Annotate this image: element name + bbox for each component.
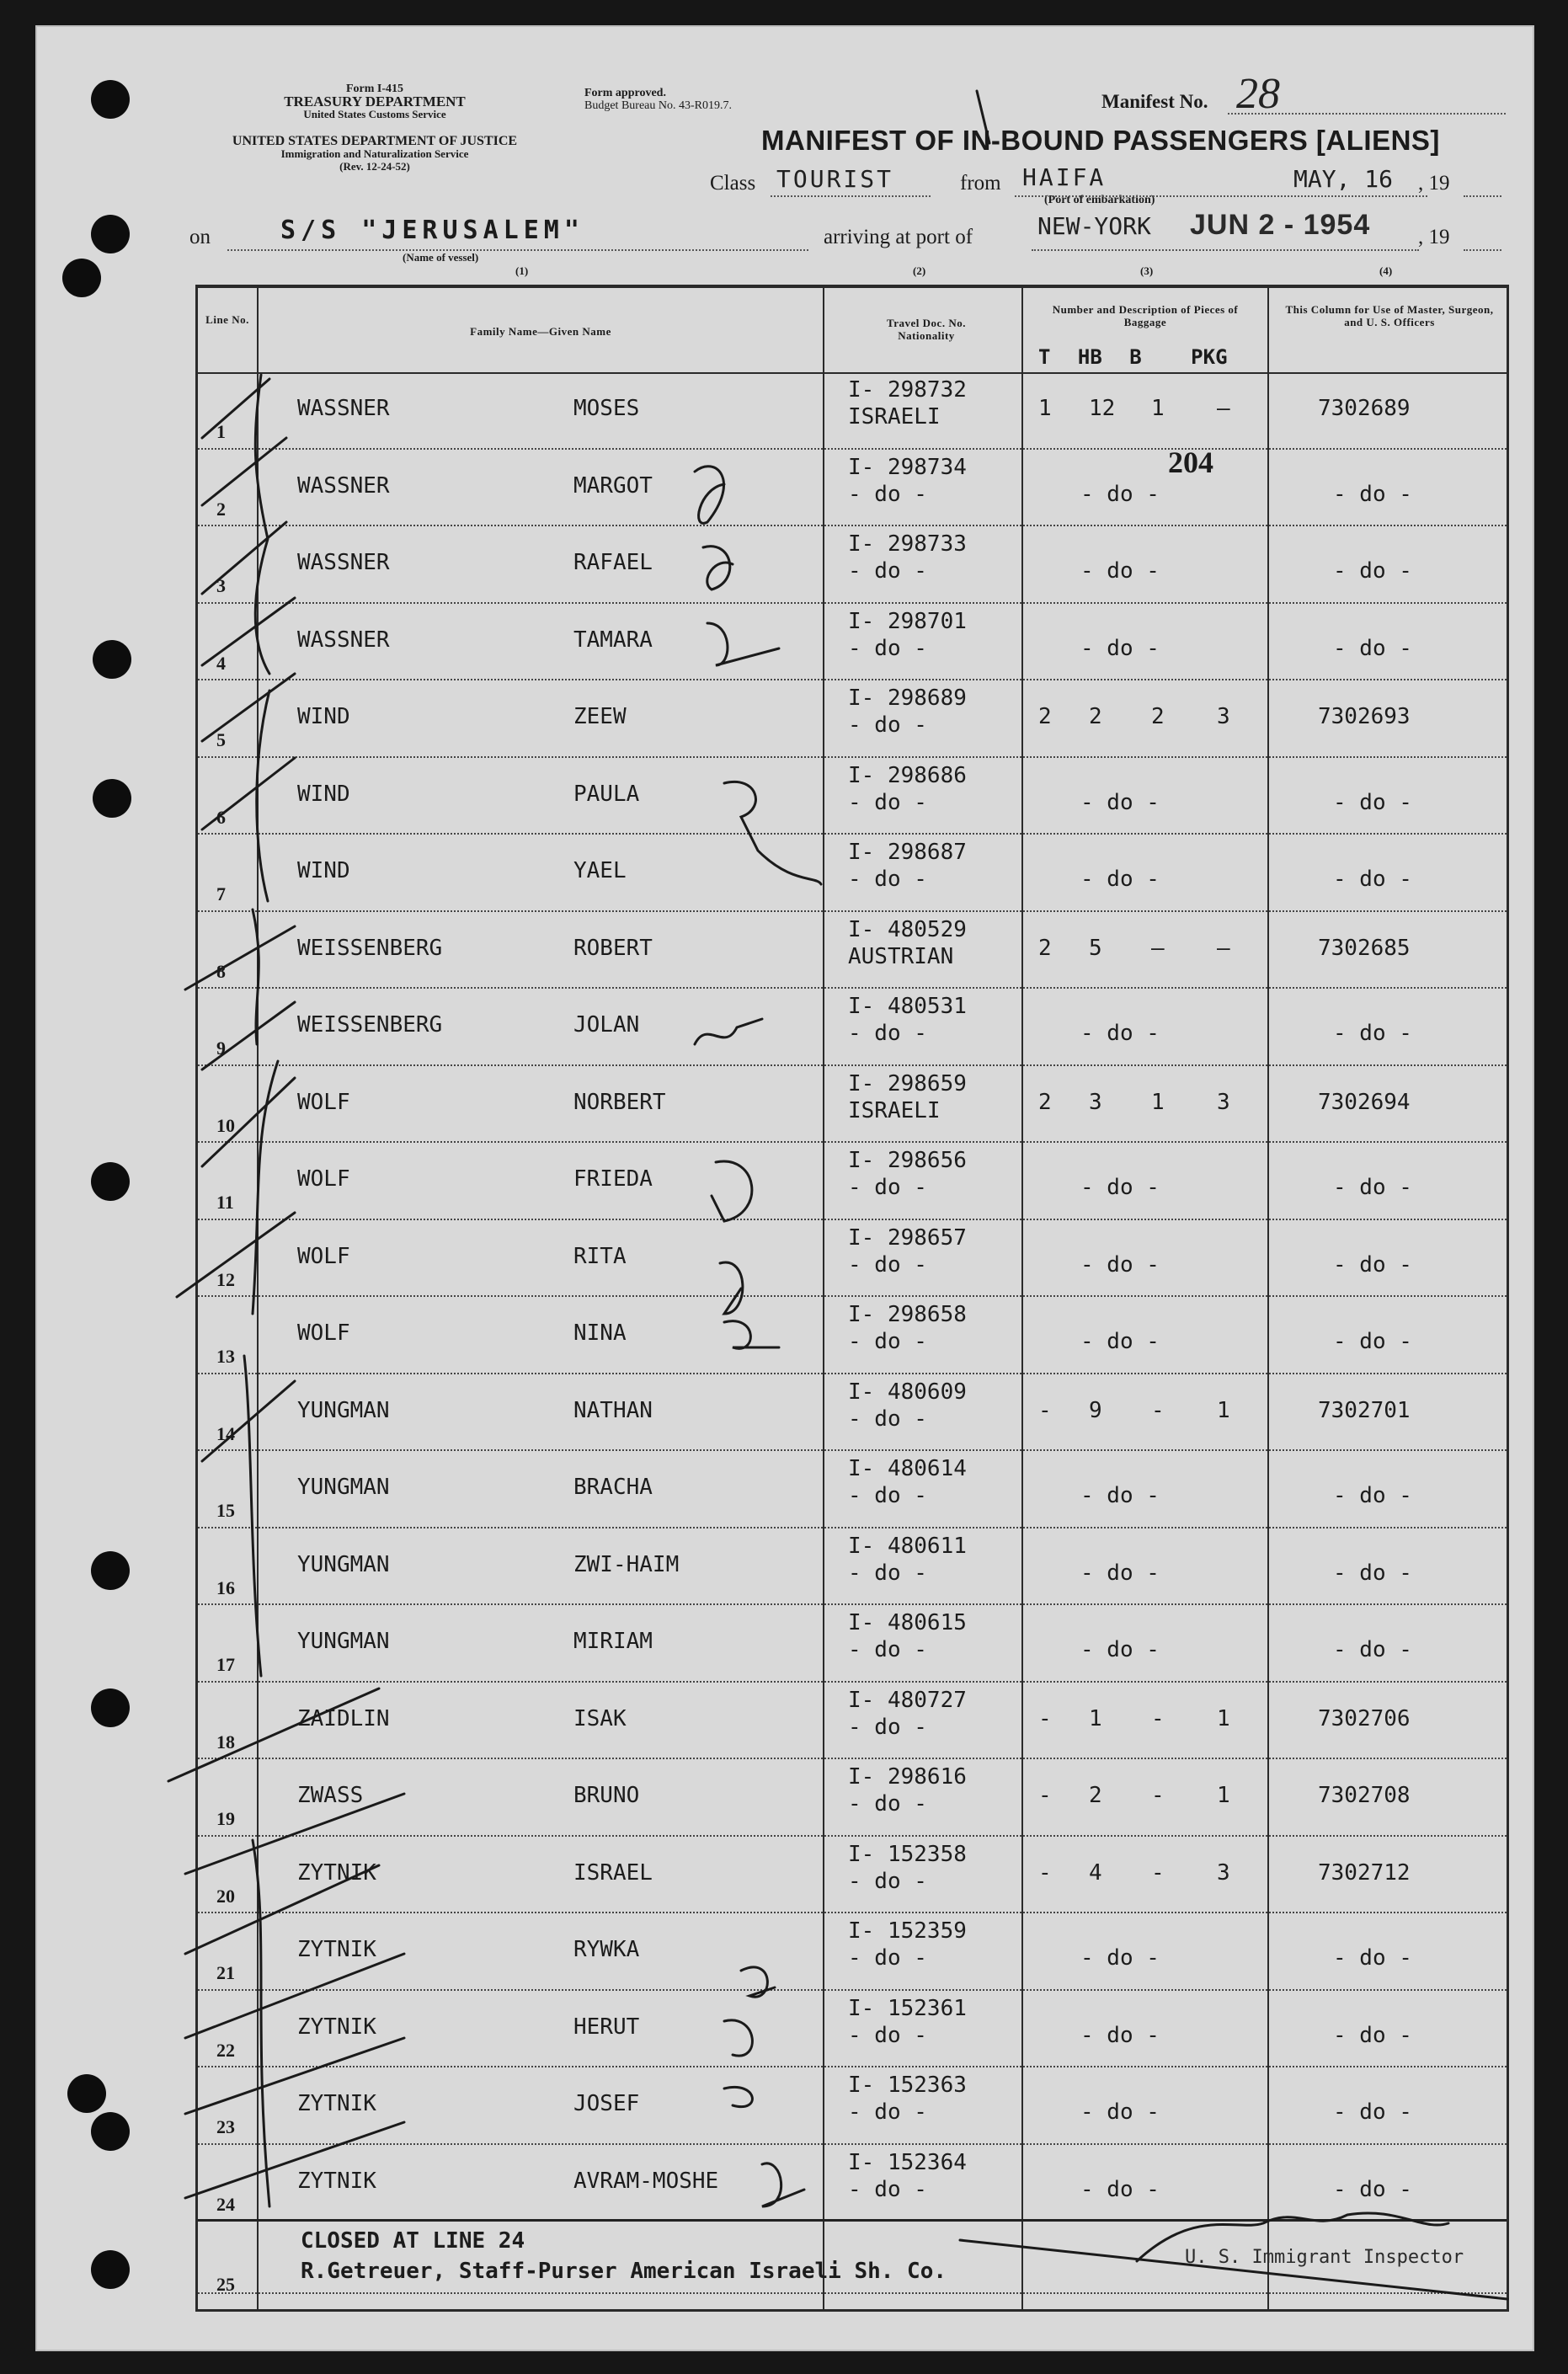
year-suffix-1: , 19 [1418,172,1450,195]
class-label: Class [710,172,756,195]
nationality: - do - [848,1483,927,1508]
officer-column-value: - do - [1333,1175,1412,1200]
family-name: YUNGMAN [297,1475,390,1500]
line-number: 4 [216,652,226,674]
given-name: ZEEW [573,704,627,729]
customs-service: United States Customs Service [303,108,446,120]
punch-hole [91,215,130,253]
travel-doc-number: I- 480611 [848,1533,967,1559]
revision-date: (Rev. 12-24-52) [339,160,410,173]
column-header-line: Line No. [205,313,249,326]
table-row [198,1220,1507,1298]
baggage-sub-hb: HB [1077,345,1102,369]
year-suffix-2: , 19 [1418,226,1450,248]
given-name: JOSEF [573,2091,640,2116]
table-row [198,835,1507,912]
immigration-service: Immigration and Naturalization Service [280,147,469,160]
punch-hole [91,2250,130,2289]
manifest-number: 28 [1236,70,1280,118]
table-row [198,1528,1507,1606]
baggage-pkg: 3 [1217,704,1230,729]
given-name: BRACHA [573,1475,653,1500]
nationality: - do - [848,867,927,892]
nationality: - do - [848,1945,927,1971]
nationality: - do - [848,2099,927,2125]
family-name: WASSNER [297,472,390,499]
line-number: 1 [216,421,226,442]
travel-doc-number: I- 298701 [848,608,967,634]
family-name: WASSNER [297,396,390,421]
family-name: ZYTNIK [297,1859,376,1886]
punch-hole [93,640,131,679]
baggage-t: - [1038,1397,1052,1423]
baggage-ditto: - do - [1080,2099,1160,2125]
nationality: - do - [848,558,927,584]
travel-doc-number: I- 480615 [848,1610,967,1635]
table-row [198,912,1507,990]
officer-column-value: - do - [1333,789,1412,815]
officer-column-value: - do - [1333,1021,1412,1046]
line-number: 3 [216,575,226,596]
baggage-pkg: 1 [1217,1397,1230,1423]
travel-doc-number: I- 152359 [848,1918,967,1944]
given-name: TAMARA [573,627,653,653]
baggage-hb: 2 [1089,1783,1102,1808]
embarkation-note: (Port of embarkation) [1044,194,1155,206]
nationality: - do - [848,712,927,738]
baggage-hb: 2 [1089,704,1102,729]
punch-hole [91,1688,130,1727]
manifest-number-label: Manifest No. [1101,91,1208,112]
travel-doc-number: I- 298659 [848,1070,967,1096]
table-row [198,1143,1507,1220]
baggage-ditto: - do - [1080,1175,1160,1200]
travel-doc-number: I- 152361 [848,1995,967,2021]
line-number: 19 [216,1808,235,1829]
travel-doc-number: I- 480529 [848,916,967,942]
punch-hole [91,80,130,119]
baggage-sub-b: B [1129,345,1142,369]
baggage-ditto: - do - [1080,558,1160,584]
baggage-t: 2 [1038,935,1052,961]
officer-column-value: 7302708 [1318,1783,1411,1808]
given-name: YAEL [573,858,627,883]
travel-doc-number: I- 298734 [848,454,967,480]
given-name: MIRIAM [573,1629,653,1654]
family-name: WOLF [297,1243,350,1269]
table-row [198,758,1507,835]
line-number: 10 [216,1114,235,1136]
given-name: JOLAN [573,1012,640,1038]
nationality: - do - [848,1406,927,1432]
nationality: - do - [848,1637,927,1662]
travel-doc-number: I- 298689 [848,686,967,711]
form-approved: Form approved. [584,87,666,99]
arrival-date-stamp: JUN 2 - 1954 [1190,209,1371,241]
nationality: - do - [848,2022,927,2048]
line-number: 6 [216,806,226,828]
line-number: 21 [216,1962,235,1983]
line-number: 13 [216,1346,235,1367]
given-name: FRIEDA [573,1166,653,1192]
line-number: 11 [216,1192,234,1213]
baggage-ditto: - do - [1080,1329,1160,1354]
given-name: HERUT [573,2014,640,2040]
nationality: - do - [848,1251,927,1278]
baggage-ditto: - do - [1080,1945,1160,1971]
given-name: RITA [573,1243,627,1269]
table-row [198,526,1507,604]
line-number: 14 [216,1422,235,1444]
nationality: - do - [848,2176,927,2202]
baggage-t: 2 [1038,1089,1052,1115]
justice-department-block [181,135,568,173]
form-number: Form I-415 [345,83,404,95]
travel-doc-number: I- 298656 [848,1148,967,1173]
baggage-b: – [1151,935,1165,961]
given-name: ROBERT [573,935,653,961]
column-1-number: (1) [515,264,529,277]
punch-hole [67,2074,106,2113]
family-name: ZYTNIK [297,2168,376,2194]
baggage-t: - [1038,1705,1052,1731]
nationality: - do - [848,1560,927,1586]
baggage-hb: 1 [1089,1705,1102,1731]
family-name: WOLF [297,1166,350,1192]
nationality: AUSTRIAN [848,943,954,969]
baggage-pkg: – [1217,935,1230,961]
line-number: 23 [216,2116,235,2137]
line-number-25: 25 [216,2274,235,2295]
officer-column-value: 7302706 [1318,1705,1411,1731]
nationality: - do - [848,635,927,661]
nationality: - do - [848,789,927,815]
table-row [198,604,1507,681]
punch-hole [91,2112,130,2151]
column-header-doc: Travel Doc. No. Nationality [887,317,966,342]
travel-doc-number: I- 480531 [848,994,967,1019]
baggage-sub-t: T [1038,345,1051,369]
family-name: WASSNER [297,627,390,653]
baggage-ditto: - do - [1080,1637,1160,1662]
given-name: MARGOT [573,472,653,499]
baggage-pkg: – [1217,396,1230,421]
departure-date: MAY, 16 [1293,165,1394,193]
baggage-ditto: - do - [1080,1251,1160,1278]
given-name: RAFAEL [573,550,653,575]
officer-column-value: 7302701 [1318,1397,1411,1423]
travel-doc-number: I- 480609 [848,1379,967,1405]
table-row [198,372,1507,450]
table-row [198,2067,1507,2145]
vessel-note: (Name of vessel) [403,251,479,264]
family-name: ZAIDLIN [297,1705,390,1731]
punch-hole [93,779,131,818]
table-row [198,2145,1507,2222]
given-name: AVRAM-MOSHE [573,2168,719,2194]
manifest-title: MANIFEST OF IN-BOUND PASSENGERS [ALIENS] [761,125,1440,156]
line-number: 7 [216,883,226,904]
column-header-name: Family Name—Given Name [470,325,611,338]
line-number: 24 [216,2193,235,2215]
baggage-hb: 9 [1089,1397,1102,1423]
baggage-hb: 3 [1089,1089,1102,1115]
nationality: - do - [848,1868,927,1894]
closed-at-line: CLOSED AT LINE 24 [301,2228,525,2254]
baggage-ditto: - do - [1080,1483,1160,1508]
column-3-number: (3) [1140,264,1154,277]
family-name: ZYTNIK [297,2091,376,2116]
baggage-pkg: 1 [1217,1705,1230,1731]
family-name: YUNGMAN [297,1629,390,1654]
column-2-number: (2) [913,264,926,277]
baggage-t: - [1038,1783,1052,1808]
punch-hole [91,1162,130,1201]
officer-column-value: 7302685 [1318,935,1411,961]
table-row [198,1837,1507,1914]
family-name: ZWASS [297,1783,364,1808]
travel-doc-number: I- 152363 [848,2073,967,2098]
baggage-ditto: - do - [1080,789,1160,815]
officer-column-value: 7302712 [1318,1859,1411,1886]
given-name: NINA [573,1320,627,1346]
table-row [198,450,1507,527]
line-number: 18 [216,1731,235,1752]
travel-doc-number: I- 480727 [848,1687,967,1713]
baggage-b: 1 [1151,396,1165,421]
family-name: WOLF [297,1089,350,1115]
approval-block [584,87,732,112]
baggage-hb: 5 [1089,935,1102,961]
family-name: YUNGMAN [297,1397,390,1423]
given-name: NORBERT [573,1089,666,1115]
table-row [198,1297,1507,1374]
table-row [198,680,1507,758]
travel-doc-number: I- 480614 [848,1456,967,1481]
baggage-pkg: 3 [1217,1089,1230,1115]
nationality: - do - [848,1791,927,1817]
passenger-table [195,285,1509,2312]
vessel-name: S/S "JERUSALEM" [280,216,584,245]
officer-column-value: - do - [1333,635,1412,661]
from-label: from [960,172,1001,195]
table-row [198,1991,1507,2068]
family-name: WEISSENBERG [297,935,443,961]
baggage-b: - [1151,1705,1165,1731]
officer-column-value: - do - [1333,481,1412,507]
line-number: 9 [216,1038,226,1059]
travel-doc-number: I- 152364 [848,2149,967,2175]
justice-department: UNITED STATES DEPARTMENT OF JUSTICE [232,134,518,148]
baggage-b: 2 [1151,704,1165,729]
travel-doc-number: I- 298658 [848,1302,967,1327]
table-row [198,1451,1507,1528]
line-number: 17 [216,1654,235,1675]
baggage-hb: 12 [1089,396,1116,421]
baggage-ditto: - do - [1080,481,1160,507]
line-number: 20 [216,1885,235,1907]
nationality: - do - [848,1021,927,1046]
baggage-b: - [1151,1397,1165,1423]
class-value: TOURIST [776,165,894,193]
form-number-block [215,83,535,120]
baggage-b: 1 [1151,1089,1165,1115]
table-row [198,1605,1507,1683]
arriving-label: arriving at port of [824,226,973,248]
column-header-officers: This Column for Use of Master, Surgeon, and U. S. Officers [1285,303,1494,328]
from-port-value: HAIFA [1022,163,1107,191]
travel-doc-number: I- 298616 [848,1764,967,1790]
family-name: ZYTNIK [297,2014,376,2040]
treasury-department: TREASURY DEPARTMENT [284,93,466,109]
officer-column-value: - do - [1333,1945,1412,1971]
line-number: 22 [216,2039,235,2061]
travel-doc-number: I- 298733 [848,531,967,557]
budget-bureau: Budget Bureau No. 43-R019.7. [584,99,732,112]
baggage-b: - [1151,1859,1165,1886]
table-row [198,1759,1507,1837]
nationality: ISRAELI [848,1097,941,1123]
family-name: WIND [297,704,350,729]
table-row [198,1374,1507,1452]
line-number: 15 [216,1500,235,1521]
line-number: 2 [216,498,226,520]
officer-column-value: - do - [1333,2022,1412,2048]
baggage-ditto: - do - [1080,2022,1160,2048]
given-name: PAULA [573,781,640,807]
table-row [198,1913,1507,1991]
line-number: 5 [216,729,226,750]
baggage-ditto: - do - [1080,635,1160,661]
baggage-sub-pkg: PKG [1191,345,1228,369]
baggage-ditto: - do - [1080,1021,1160,1046]
baggage-t: 1 [1038,396,1052,421]
nationality: - do - [848,1329,927,1354]
line-number: 12 [216,1268,235,1290]
travel-doc-number: I- 298687 [848,840,967,865]
officer-column-value: 7302693 [1318,704,1411,729]
given-name: ISAK [573,1705,627,1731]
table-row [198,1066,1507,1144]
officer-column-value: 7302689 [1318,396,1411,421]
arrival-port: NEW-YORK [1037,212,1151,240]
baggage-t: 2 [1038,704,1052,729]
purser-signature-line: R.Getreuer, Staff-Purser American Israeli Sh. Co. [301,2259,947,2284]
baggage-t: - [1038,1859,1052,1886]
family-name: WOLF [297,1320,350,1346]
punch-hole [62,259,101,297]
column-4-number: (4) [1379,264,1393,277]
travel-doc-number: I- 298732 [848,377,967,403]
family-name: WIND [297,858,350,883]
family-name: YUNGMAN [297,1551,390,1577]
officer-column-value: - do - [1333,1560,1412,1586]
given-name: ISRAEL [573,1859,653,1886]
officer-column-value: - do - [1333,1251,1412,1278]
nationality: - do - [848,1714,927,1740]
travel-doc-number: I- 298686 [848,762,967,788]
officer-column-value: - do - [1333,867,1412,892]
family-name: WASSNER [297,550,390,575]
baggage-ditto: - do - [1080,1560,1160,1586]
table-row [198,989,1507,1066]
officer-column-value: - do - [1333,2099,1412,2125]
given-name: ZWI-HAIM [573,1551,680,1577]
family-name: WIND [297,781,350,807]
baggage-total-mark: 204 [1168,445,1213,479]
on-label: on [189,226,211,248]
baggage-hb: 4 [1089,1859,1102,1886]
officer-column-value: - do - [1333,1637,1412,1662]
travel-doc-number: I- 298657 [848,1224,967,1251]
nationality: - do - [848,481,927,507]
given-name: NATHAN [573,1397,653,1423]
baggage-b: - [1151,1783,1165,1808]
inspector-label: U. S. Immigrant Inspector [1185,2247,1464,2268]
given-name: BRUNO [573,1783,640,1808]
officer-column-value: 7302694 [1318,1089,1411,1115]
officer-column-value: - do - [1333,1329,1412,1354]
travel-doc-number: I- 152358 [848,1841,967,1867]
punch-hole [91,1551,130,1590]
column-header-baggage: Number and Description of Pieces of Baggage [1052,303,1239,328]
officer-column-value: - do - [1333,1483,1412,1508]
baggage-ditto: - do - [1080,867,1160,892]
family-name: ZYTNIK [297,1937,376,1962]
officer-column-value: - do - [1333,2176,1412,2202]
family-name: WEISSENBERG [297,1012,443,1038]
baggage-ditto: - do - [1080,2176,1160,2202]
given-name: RYWKA [573,1937,640,1962]
baggage-subheaders [1038,345,1228,369]
line-number: 8 [216,960,226,982]
line-number: 16 [216,1576,235,1598]
baggage-pkg: 3 [1217,1859,1230,1886]
nationality: ISRAELI [848,404,941,429]
nationality: - do - [848,1175,927,1200]
baggage-pkg: 1 [1217,1783,1230,1808]
officer-column-value: - do - [1333,558,1412,584]
table-row [198,1683,1507,1760]
given-name: MOSES [573,396,640,421]
